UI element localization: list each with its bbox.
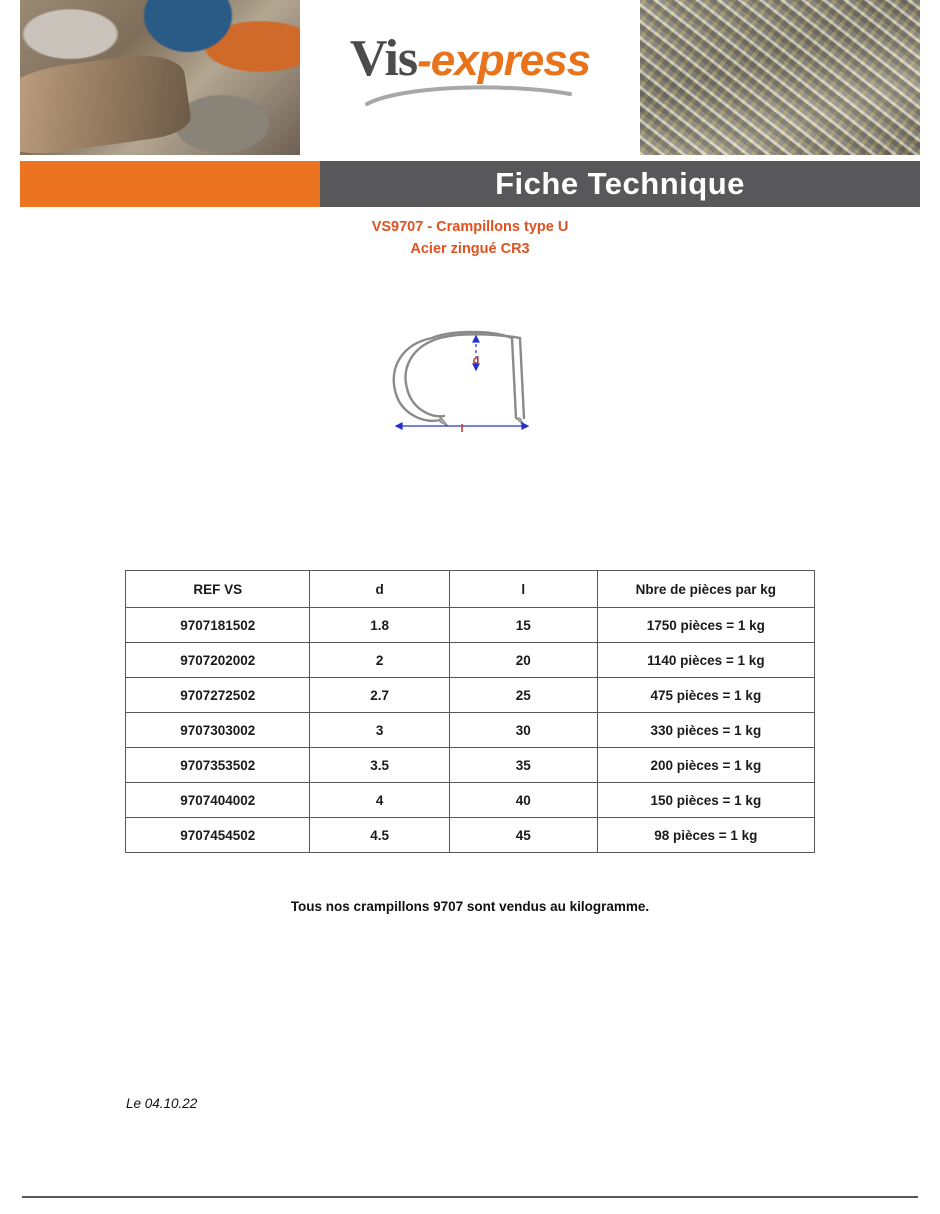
fiche-technique-banner	[20, 161, 920, 207]
cell-ref: 9707454502	[126, 818, 310, 853]
cell-d: 1.8	[310, 608, 449, 643]
product-title-line-1: VS9707 - Crampillons type U	[371, 219, 569, 235]
table-row	[126, 713, 815, 748]
fiche-technique-banner-inner	[320, 161, 920, 207]
cell-d: 2.7	[310, 678, 449, 713]
technical-drawing	[0, 322, 940, 452]
dimension-label-l: l	[460, 423, 464, 435]
assorted-screws-photo	[640, 0, 920, 155]
cell-d: 3.5	[310, 748, 449, 783]
cell-ref: 9707303002	[126, 713, 310, 748]
cell-d: 4	[310, 783, 449, 818]
cell-pieces: 1750 pièces = 1 kg	[597, 608, 814, 643]
cell-pieces: 475 pièces = 1 kg	[597, 678, 814, 713]
cell-d: 4.5	[310, 818, 449, 853]
table-row	[126, 678, 815, 713]
product-title-line-2: Acier zingué CR3	[410, 241, 530, 257]
cell-l: 20	[449, 643, 597, 678]
table-row	[126, 608, 815, 643]
cell-pieces: 330 pièces = 1 kg	[597, 713, 814, 748]
brand-logo	[350, 29, 590, 114]
table-row	[126, 748, 815, 783]
cell-ref: 9707272502	[126, 678, 310, 713]
spec-table	[125, 570, 815, 853]
cell-d: 3	[310, 713, 449, 748]
table-row	[126, 643, 815, 678]
cell-pieces: 150 pièces = 1 kg	[597, 783, 814, 818]
staple-diagram-svg	[340, 322, 600, 452]
cell-l: 25	[449, 678, 597, 713]
cell-l: 30	[449, 713, 597, 748]
cell-pieces: 200 pièces = 1 kg	[597, 748, 814, 783]
workbench-screws-photo	[20, 0, 300, 155]
document-date: Le 04.10.22	[126, 1096, 198, 1111]
logo-primary-text: Vis	[349, 30, 418, 87]
banner-title: Fiche Technique	[495, 166, 745, 201]
header-band	[20, 0, 920, 155]
table-header-pieces: Nbre de pièces par kg	[597, 571, 814, 608]
sales-note: Tous nos crampillons 9707 sont vendus au kilogramme.	[290, 899, 650, 914]
table-row	[126, 783, 815, 818]
table-header-l: l	[449, 571, 597, 608]
page-header	[0, 0, 940, 160]
logo-secondary-text: -express	[417, 36, 591, 85]
cell-pieces: 98 pièces = 1 kg	[597, 818, 814, 853]
table-header-d: d	[310, 571, 449, 608]
cell-ref: 9707202002	[126, 643, 310, 678]
cell-ref: 9707181502	[126, 608, 310, 643]
product-title	[0, 216, 940, 260]
table-header-row	[126, 571, 815, 608]
cell-l: 15	[449, 608, 597, 643]
cell-l: 35	[449, 748, 597, 783]
footer-divider	[22, 1196, 918, 1198]
cell-pieces: 1140 pièces = 1 kg	[597, 643, 814, 678]
cell-ref: 9707404002	[126, 783, 310, 818]
cell-d: 2	[310, 643, 449, 678]
logo-area	[300, 0, 640, 155]
cell-l: 40	[449, 783, 597, 818]
logo-swoosh-icon	[365, 82, 575, 108]
table-header-ref: REF VS	[126, 571, 310, 608]
dimension-label-d: d	[472, 355, 480, 367]
table-row	[126, 818, 815, 853]
spec-table-wrapper	[0, 570, 940, 853]
cell-l: 45	[449, 818, 597, 853]
cell-ref: 9707353502	[126, 748, 310, 783]
